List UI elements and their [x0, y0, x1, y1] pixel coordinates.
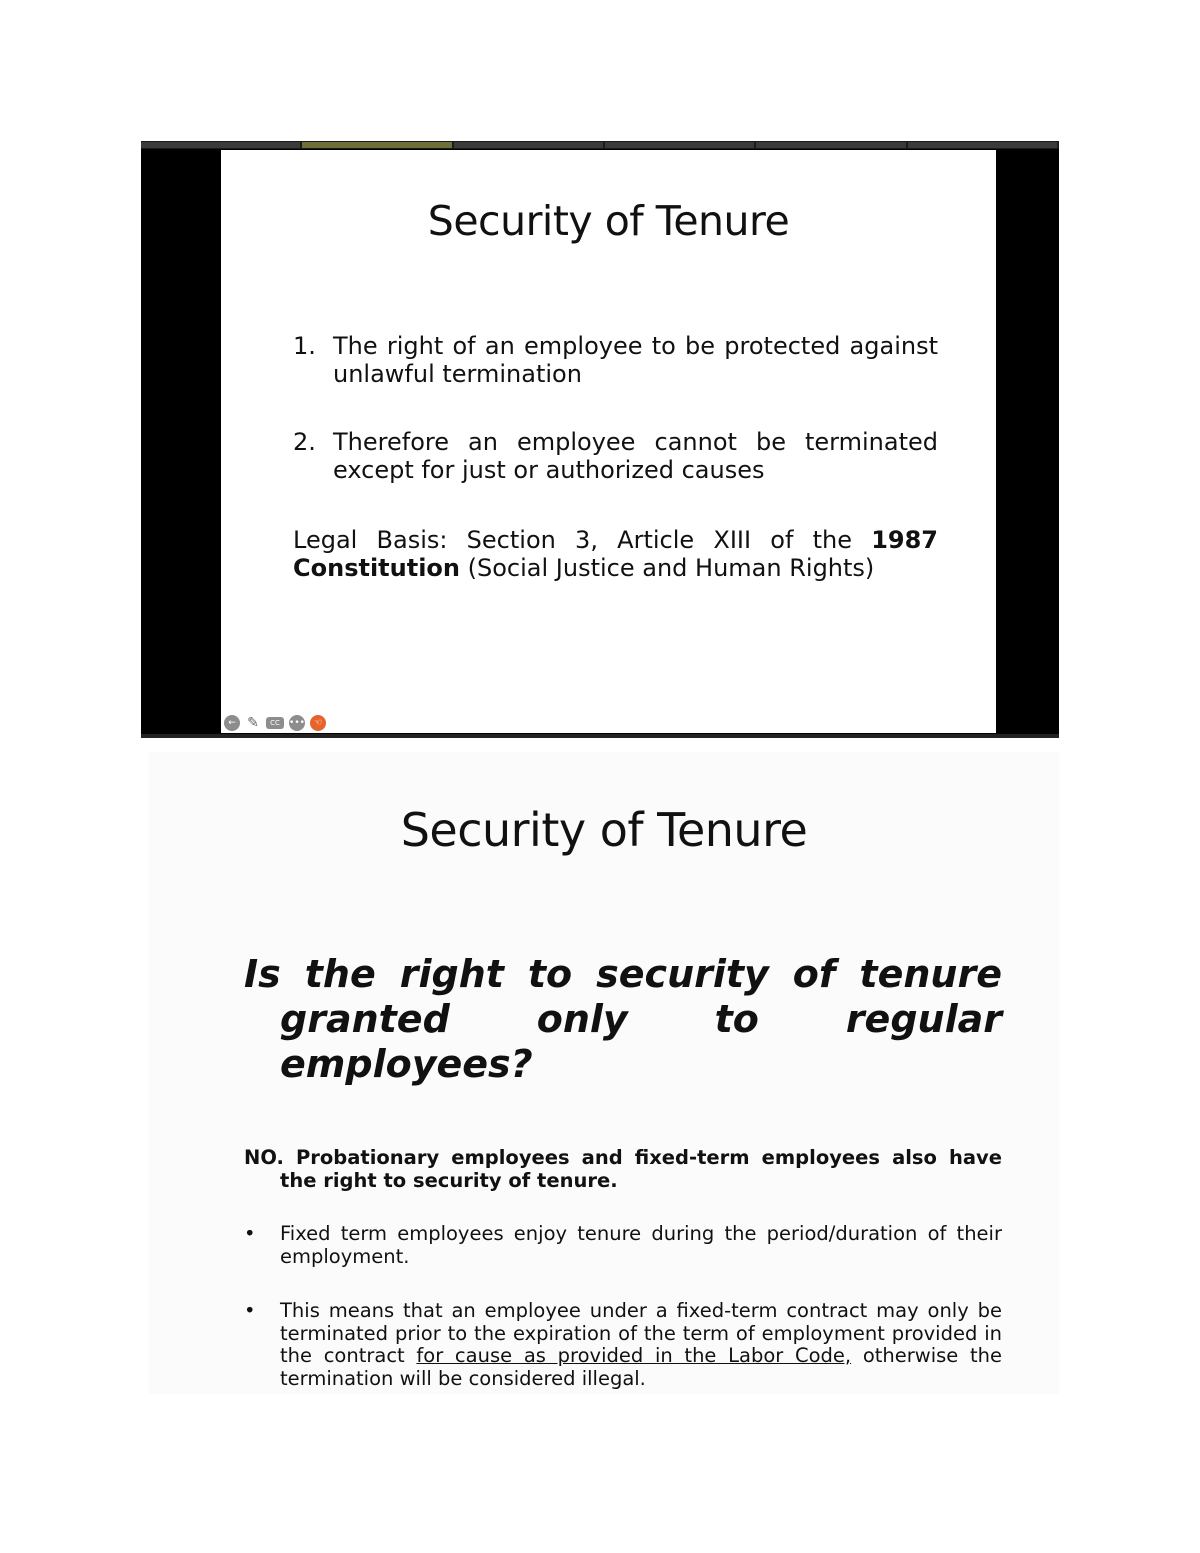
list-item	[293, 428, 938, 484]
browser-tab-active[interactable]	[302, 142, 451, 148]
bullet-text	[280, 1300, 1002, 1390]
legal-basis-bold: 1987 Constitution	[293, 526, 938, 582]
slide-question: Is the right to security of tenure granted only to regular employees?	[244, 952, 1002, 1086]
bullet-text-before: This means that an employee under a fixed-term contract may only be terminated prior to the expiration of the term of employment provided in the contract	[280, 1299, 1002, 1367]
slide-answer: NO. Probationary employees and fixed-term employees also have the right to security of tenure.	[244, 1146, 1002, 1192]
list-item	[293, 332, 938, 388]
back-icon[interactable]: ←	[224, 715, 240, 731]
bullet-marker: •	[244, 1222, 256, 1245]
presentation-screenshot	[141, 141, 1059, 738]
bullet-marker: •	[244, 1299, 256, 1322]
bullet-text-after: otherwise the termination will be considered illegal.	[280, 1344, 1002, 1390]
slide-title: Security of Tenure	[427, 197, 790, 245]
browser-tab[interactable]	[908, 142, 1057, 148]
more-icon[interactable]: •••	[289, 715, 305, 731]
pointer-icon[interactable]: ☜	[310, 715, 326, 731]
browser-tab-strip	[141, 141, 1059, 149]
legal-basis-prefix: Legal Basis: Section 3, Article XIII of the	[293, 526, 872, 554]
list-number: 2.	[293, 428, 316, 456]
captions-icon[interactable]: CC	[266, 717, 284, 729]
slide-content	[221, 150, 996, 733]
slide-toolbar	[221, 713, 326, 733]
browser-tab[interactable]	[756, 142, 905, 148]
slide-two	[149, 752, 1059, 1394]
list-number: 1.	[293, 332, 316, 360]
list-item	[244, 1300, 1002, 1390]
browser-tab[interactable]	[454, 142, 603, 148]
legal-basis	[293, 526, 938, 582]
bullet-list	[244, 1223, 1002, 1422]
browser-tab[interactable]	[605, 142, 754, 148]
pen-icon[interactable]: ✎	[247, 715, 259, 731]
player-bottom-bar	[141, 734, 1059, 738]
list-item	[244, 1223, 1002, 1268]
list-text: Therefore an employee cannot be terminated except for just or authorized causes	[333, 428, 938, 484]
bullet-text-underlined: for cause as provided in the Labor Code,	[416, 1344, 852, 1367]
list-text: The right of an employee to be protected against unlawful termination	[333, 332, 938, 388]
legal-basis-suffix: (Social Justice and Human Rights)	[460, 554, 875, 582]
browser-tab[interactable]	[141, 142, 300, 148]
bullet-text: Fixed term employees enjoy tenure during the period/duration of their employment.	[280, 1222, 1002, 1268]
slide-list	[293, 332, 938, 524]
slide-title: Security of Tenure	[400, 803, 808, 857]
